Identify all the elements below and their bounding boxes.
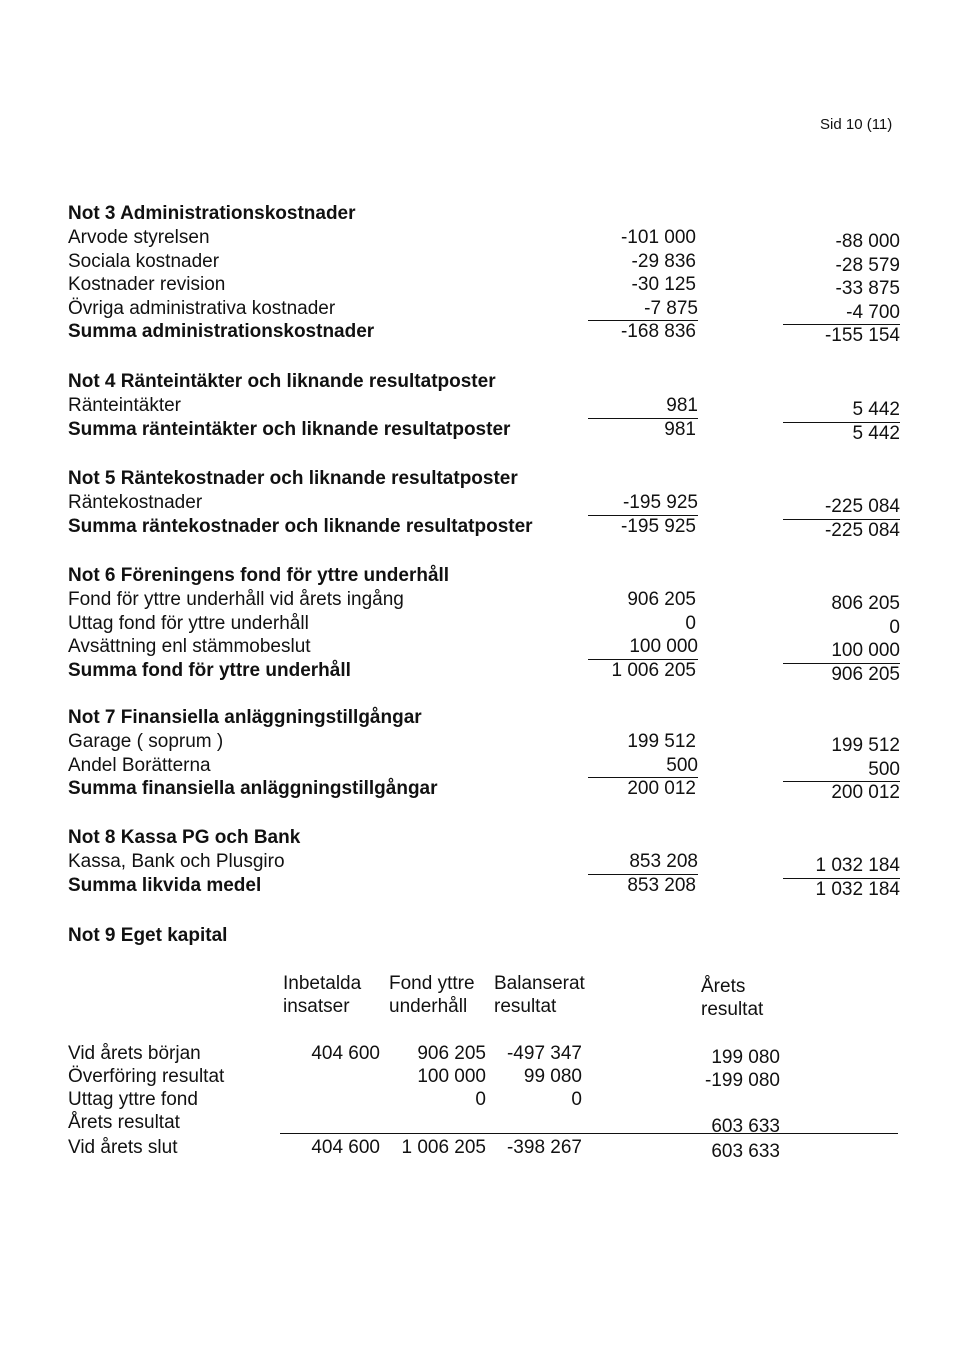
- fond-value: 0: [475, 1089, 486, 1110]
- current-year-sum: 981: [664, 418, 696, 440]
- previous-year-value: -33 875: [835, 278, 900, 299]
- previous-year-sum: 1 032 184: [815, 878, 900, 900]
- row-label: Kassa, Bank och Plusgiro: [68, 851, 285, 872]
- note-4-row: [68, 394, 900, 418]
- note-5-section: [68, 467, 900, 541]
- header-line: insatser: [283, 996, 350, 1017]
- header-line: underhåll: [389, 996, 468, 1017]
- current-year-value: 500: [588, 754, 698, 779]
- previous-year-sum: 906 205: [831, 663, 900, 685]
- sum-label: Summa fond för yttre underhåll: [68, 659, 351, 681]
- current-year-sum: 200 012: [627, 778, 696, 799]
- arets-resultat-value: -199 080: [704, 1070, 780, 1091]
- note-6-row: [68, 588, 900, 612]
- note-3-title: Not 3 Administrationskostnader: [68, 203, 356, 224]
- previous-year-value: 0: [889, 616, 900, 638]
- note-5-sum-row: [68, 515, 900, 539]
- row-label: Avsättning enl stämmobeslut: [68, 636, 311, 657]
- current-year-value: 906 205: [627, 589, 696, 610]
- note-3-row: [68, 297, 900, 321]
- sum-label: Summa räntekostnader och liknande resultatposter: [68, 515, 533, 537]
- previous-year-value: 100 000: [783, 639, 900, 664]
- header-line: Inbetalda: [283, 973, 362, 994]
- equity-table: [68, 972, 908, 1172]
- row-label: Kostnader revision: [68, 274, 226, 295]
- previous-year-value: -28 579: [835, 254, 900, 276]
- current-year-sum: -168 836: [620, 321, 696, 342]
- insatser-value: 404 600: [311, 1137, 380, 1158]
- row-label: Sociala kostnader: [68, 250, 220, 272]
- previous-year-value: 5 442: [783, 398, 900, 423]
- note-3-row: [68, 273, 900, 297]
- equity-row: [68, 1111, 908, 1137]
- fond-value: 906 205: [417, 1043, 486, 1064]
- page-number: Sid 10 (11): [820, 116, 893, 133]
- row-label: Andel Borätterna: [68, 754, 211, 776]
- row-label: Uttag fond för yttre underhåll: [68, 612, 309, 634]
- current-year-value: -101 000: [620, 227, 696, 248]
- current-year-value: -195 925: [588, 491, 698, 516]
- equity-row-label: Uttag yttre fond: [68, 1089, 198, 1110]
- note-6-section: [68, 564, 900, 685]
- row-label: Ränteintäkter: [68, 395, 182, 416]
- header-line: Årets: [701, 976, 746, 997]
- balanserat-value: 0: [571, 1089, 582, 1110]
- previous-year-sum: 200 012: [831, 782, 900, 803]
- sum-label: Summa finansiella anläggningstillgångar: [68, 778, 438, 799]
- note-4-sum-row: [68, 418, 900, 442]
- header-line: resultat: [494, 996, 557, 1017]
- note-9-section: [68, 924, 900, 948]
- note-7-title: Not 7 Finansiella anläggningstillgångar: [68, 707, 422, 728]
- equity-row-label: Överföring resultat: [68, 1066, 225, 1087]
- note-6-sum-row: [68, 659, 900, 683]
- note-6-row: [68, 635, 900, 659]
- previous-year-sum: -225 084: [824, 519, 900, 541]
- arets-resultat-value: 199 080: [711, 1047, 780, 1068]
- current-year-value: -30 125: [631, 274, 696, 295]
- balanserat-value: -497 347: [506, 1043, 582, 1064]
- equity-row: [68, 1042, 908, 1068]
- header-balanserat-resultat: [494, 972, 585, 1018]
- equity-row-label: Vid årets slut: [68, 1137, 178, 1158]
- equity-row-label: Årets resultat: [68, 1112, 180, 1133]
- note-3-row: [68, 250, 900, 274]
- current-year-value: 0: [685, 612, 696, 634]
- balanserat-value: 99 080: [523, 1066, 582, 1087]
- note-3-section: [68, 202, 900, 344]
- fond-value: 100 000: [417, 1066, 486, 1087]
- note-8-section: [68, 826, 900, 900]
- previous-year-value: 1 032 184: [783, 854, 900, 879]
- note-7-section: [68, 706, 900, 801]
- header-line: resultat: [701, 999, 764, 1020]
- note-7-row: [68, 754, 900, 778]
- note-3-row: [68, 226, 900, 250]
- row-label: Räntekostnader: [68, 492, 203, 513]
- total-divider-line: [280, 1133, 898, 1134]
- insatser-value: 404 600: [311, 1043, 380, 1064]
- note-7-row: [68, 730, 900, 754]
- previous-year-value: 199 512: [831, 735, 900, 756]
- equity-row-label: Vid årets början: [68, 1043, 201, 1064]
- header-line: Fond yttre: [389, 973, 475, 994]
- header-line: Balanserat: [494, 973, 585, 994]
- previous-year-sum: -155 154: [824, 325, 900, 346]
- note-8-sum-row: [68, 874, 900, 898]
- note-3-sum-row: [68, 320, 900, 344]
- current-year-sum: 1 006 205: [611, 659, 696, 681]
- equity-row: [68, 1065, 908, 1091]
- previous-year-sum: 5 442: [852, 422, 900, 444]
- note-6-row: [68, 612, 900, 636]
- fond-value: 1 006 205: [401, 1137, 486, 1158]
- note-5-row: [68, 491, 900, 515]
- row-label: Övriga administrativa kostnader: [68, 297, 336, 319]
- row-label: Garage ( soprum ): [68, 731, 224, 752]
- row-label: Arvode styrelsen: [68, 227, 210, 248]
- previous-year-value: -4 700: [783, 301, 900, 326]
- note-4-section: [68, 370, 900, 444]
- previous-year-value: 806 205: [831, 593, 900, 614]
- equity-row: [68, 1136, 908, 1162]
- arets-resultat-value: 603 633: [711, 1141, 780, 1162]
- current-year-value: 981: [588, 394, 698, 419]
- current-year-value: 100 000: [588, 635, 698, 660]
- header-arets-resultat: [701, 975, 763, 1021]
- balanserat-value: -398 267: [506, 1137, 582, 1158]
- previous-year-value: -88 000: [835, 231, 900, 252]
- note-7-sum-row: [68, 777, 900, 801]
- note-5-title: Not 5 Räntekostnader och liknande resultatposter: [68, 468, 518, 489]
- current-year-value: 199 512: [627, 731, 696, 752]
- previous-year-value: -225 084: [783, 495, 900, 520]
- equity-row: [68, 1088, 908, 1111]
- sum-label: Summa ränteintäkter och liknande resultatposter: [68, 418, 511, 440]
- previous-year-value: 500: [783, 758, 900, 783]
- note-6-title: Not 6 Föreningens fond för yttre underhåll: [68, 565, 450, 586]
- arets-resultat-value: 603 633: [711, 1116, 780, 1137]
- row-label: Fond för yttre underhåll vid årets ingång: [68, 589, 404, 610]
- sum-label: Summa administrationskostnader: [68, 321, 375, 342]
- current-year-value: 853 208: [588, 850, 698, 875]
- note-8-row: [68, 850, 900, 874]
- sum-label: Summa likvida medel: [68, 874, 262, 896]
- header-insatser: [283, 972, 361, 1018]
- header-fond-yttre-underhall: [389, 972, 475, 1018]
- note-8-title: Not 8 Kassa PG och Bank: [68, 827, 301, 848]
- note-4-title: Not 4 Ränteintäkter och liknande resultatposter: [68, 371, 496, 392]
- current-year-value: -29 836: [631, 250, 696, 272]
- current-year-sum: 853 208: [627, 874, 696, 896]
- note-9-title: Not 9 Eget kapital: [68, 925, 228, 946]
- current-year-sum: -195 925: [620, 515, 696, 537]
- current-year-value: -7 875: [588, 297, 698, 322]
